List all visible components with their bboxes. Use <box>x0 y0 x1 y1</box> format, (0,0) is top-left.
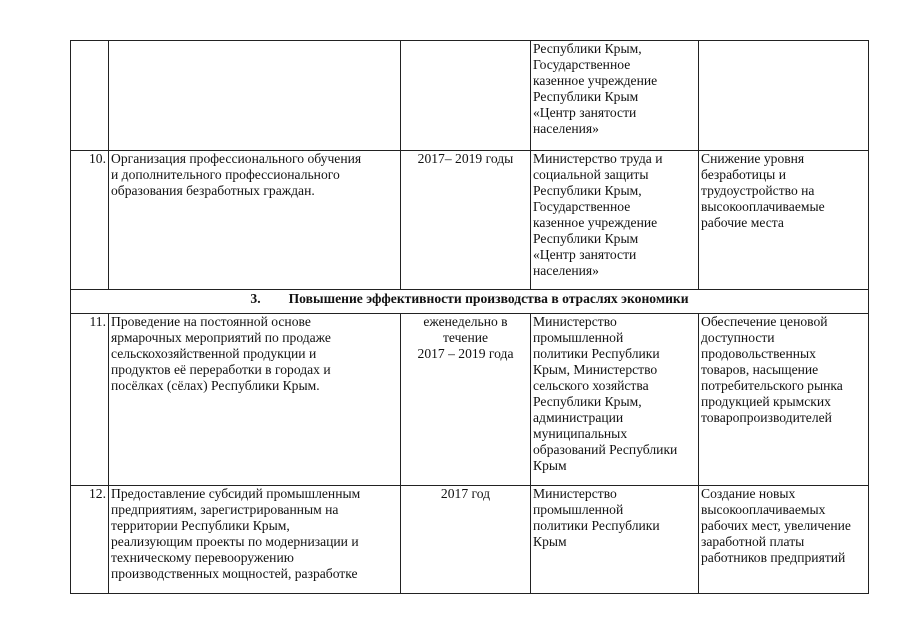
executor-line: Министерство <box>533 486 617 501</box>
activity-line: реализующим проекты по модернизации и <box>111 534 359 549</box>
activity-line: ярмарочных мероприятий по продаже <box>111 330 331 345</box>
executor-cell <box>531 41 699 151</box>
measures-table <box>70 40 869 594</box>
activity-line: территории Республики Крым, <box>111 518 290 533</box>
result-cell <box>699 151 869 290</box>
executor-line: сельского хозяйства <box>533 378 649 393</box>
result-line: Обеспечение ценовой <box>701 314 828 329</box>
result-cell <box>699 41 869 151</box>
term-line: течение <box>442 330 489 345</box>
result-line: продовольственных <box>701 346 816 361</box>
result-line: безработицы и <box>701 167 786 182</box>
term-cell: 2017– 2019 годы <box>401 151 531 290</box>
activity-line: Проведение на постоянной основе <box>111 314 311 329</box>
activity-cell <box>109 151 401 290</box>
table-row-10 <box>71 151 869 290</box>
activity-line: продуктов её переработки в городах и <box>111 362 331 377</box>
table-row-continuation <box>71 41 869 151</box>
executor-line: политики Республики <box>533 346 660 361</box>
activity-line: посёлках (сёлах) Республики Крым. <box>111 378 320 393</box>
executor-line: промышленной <box>533 330 624 345</box>
executor-line: Министерство <box>533 314 617 329</box>
activity-line: Организация профессионального обучения <box>111 151 362 166</box>
result-cell <box>699 486 869 594</box>
result-line: рабочих мест, увеличение <box>701 518 851 533</box>
result-cell <box>699 314 869 486</box>
table-row-11 <box>71 314 869 486</box>
row-number: 11. <box>71 314 109 486</box>
executor-line: Крым <box>533 534 567 549</box>
section-heading-row <box>71 290 869 314</box>
term-cell <box>401 41 531 151</box>
executor-line: Республики Крым <box>533 231 639 246</box>
executor-cell <box>531 486 699 594</box>
term-line: 2017 – 2019 года <box>417 346 514 361</box>
executor-cell <box>531 314 699 486</box>
result-line: заработной платы <box>701 534 805 549</box>
executor-line: Крым, Министерство <box>533 362 658 377</box>
num-cell <box>71 41 109 151</box>
result-line: рабочие места <box>701 215 784 230</box>
activity-line: Предоставление субсидий промышленным <box>111 486 361 501</box>
section-heading <box>71 290 869 314</box>
section-title: Повышение эффективности производства в отраслях экономики <box>288 291 689 306</box>
activity-line: предприятиям, зарегистрированным на <box>111 502 339 517</box>
executor-line: Государственное <box>533 57 631 72</box>
executor-line: социальной защиты <box>533 167 649 182</box>
executor-line: Государственное <box>533 199 631 214</box>
term-cell <box>401 314 531 486</box>
executor-line: Республики Крым, <box>533 183 642 198</box>
executor-line: администрации <box>533 410 624 425</box>
activity-cell <box>109 41 401 151</box>
activity-cell <box>109 486 401 594</box>
executor-line: населения» <box>533 121 599 136</box>
executor-line: «Центр занятости <box>533 105 637 120</box>
result-line: потребительского рынка <box>701 378 843 393</box>
activity-line: производственных мощностей, разработке <box>111 566 358 581</box>
result-line: высокооплачиваемых <box>701 502 826 517</box>
executor-line: промышленной <box>533 502 624 517</box>
activity-line: сельскохозяйственной продукции и <box>111 346 317 361</box>
executor-line: Министерство труда и <box>533 151 663 166</box>
executor-line: «Центр занятости <box>533 247 637 262</box>
executor-line: политики Республики <box>533 518 660 533</box>
result-line: Создание новых <box>701 486 796 501</box>
result-line: доступности <box>701 330 775 345</box>
activity-line: техническому перевооружению <box>111 550 294 565</box>
term-cell: 2017 год <box>401 486 531 594</box>
executor-line: образований Республики <box>533 442 678 457</box>
result-line: работников предприятий <box>701 550 846 565</box>
table-row-12 <box>71 486 869 594</box>
activity-cell <box>109 314 401 486</box>
result-line: высокооплачиваемые <box>701 199 825 214</box>
result-line: товаропроизводителей <box>701 410 832 425</box>
executor-line: Крым <box>533 458 567 473</box>
executor-line: муниципальных <box>533 426 628 441</box>
executor-cell <box>531 151 699 290</box>
result-line: товаров, насыщение <box>701 362 819 377</box>
executor-line: Республики Крым, <box>533 394 642 409</box>
activity-line: и дополнительного профессионального <box>111 167 340 182</box>
executor-line: казенное учреждение <box>533 73 658 88</box>
activity-line: образования безработных граждан. <box>111 183 315 198</box>
result-line: трудоустройство на <box>701 183 815 198</box>
section-number: 3. <box>250 291 261 306</box>
executor-line: казенное учреждение <box>533 215 658 230</box>
term-line: еженедельно в <box>423 314 508 329</box>
result-line: Снижение уровня <box>701 151 805 166</box>
executor-line: населения» <box>533 263 599 278</box>
row-number: 12. <box>71 486 109 594</box>
row-number: 10. <box>71 151 109 290</box>
result-line: продукцией крымских <box>701 394 831 409</box>
executor-line: Республики Крым <box>533 89 639 104</box>
executor-line: Республики Крым, <box>533 41 642 56</box>
